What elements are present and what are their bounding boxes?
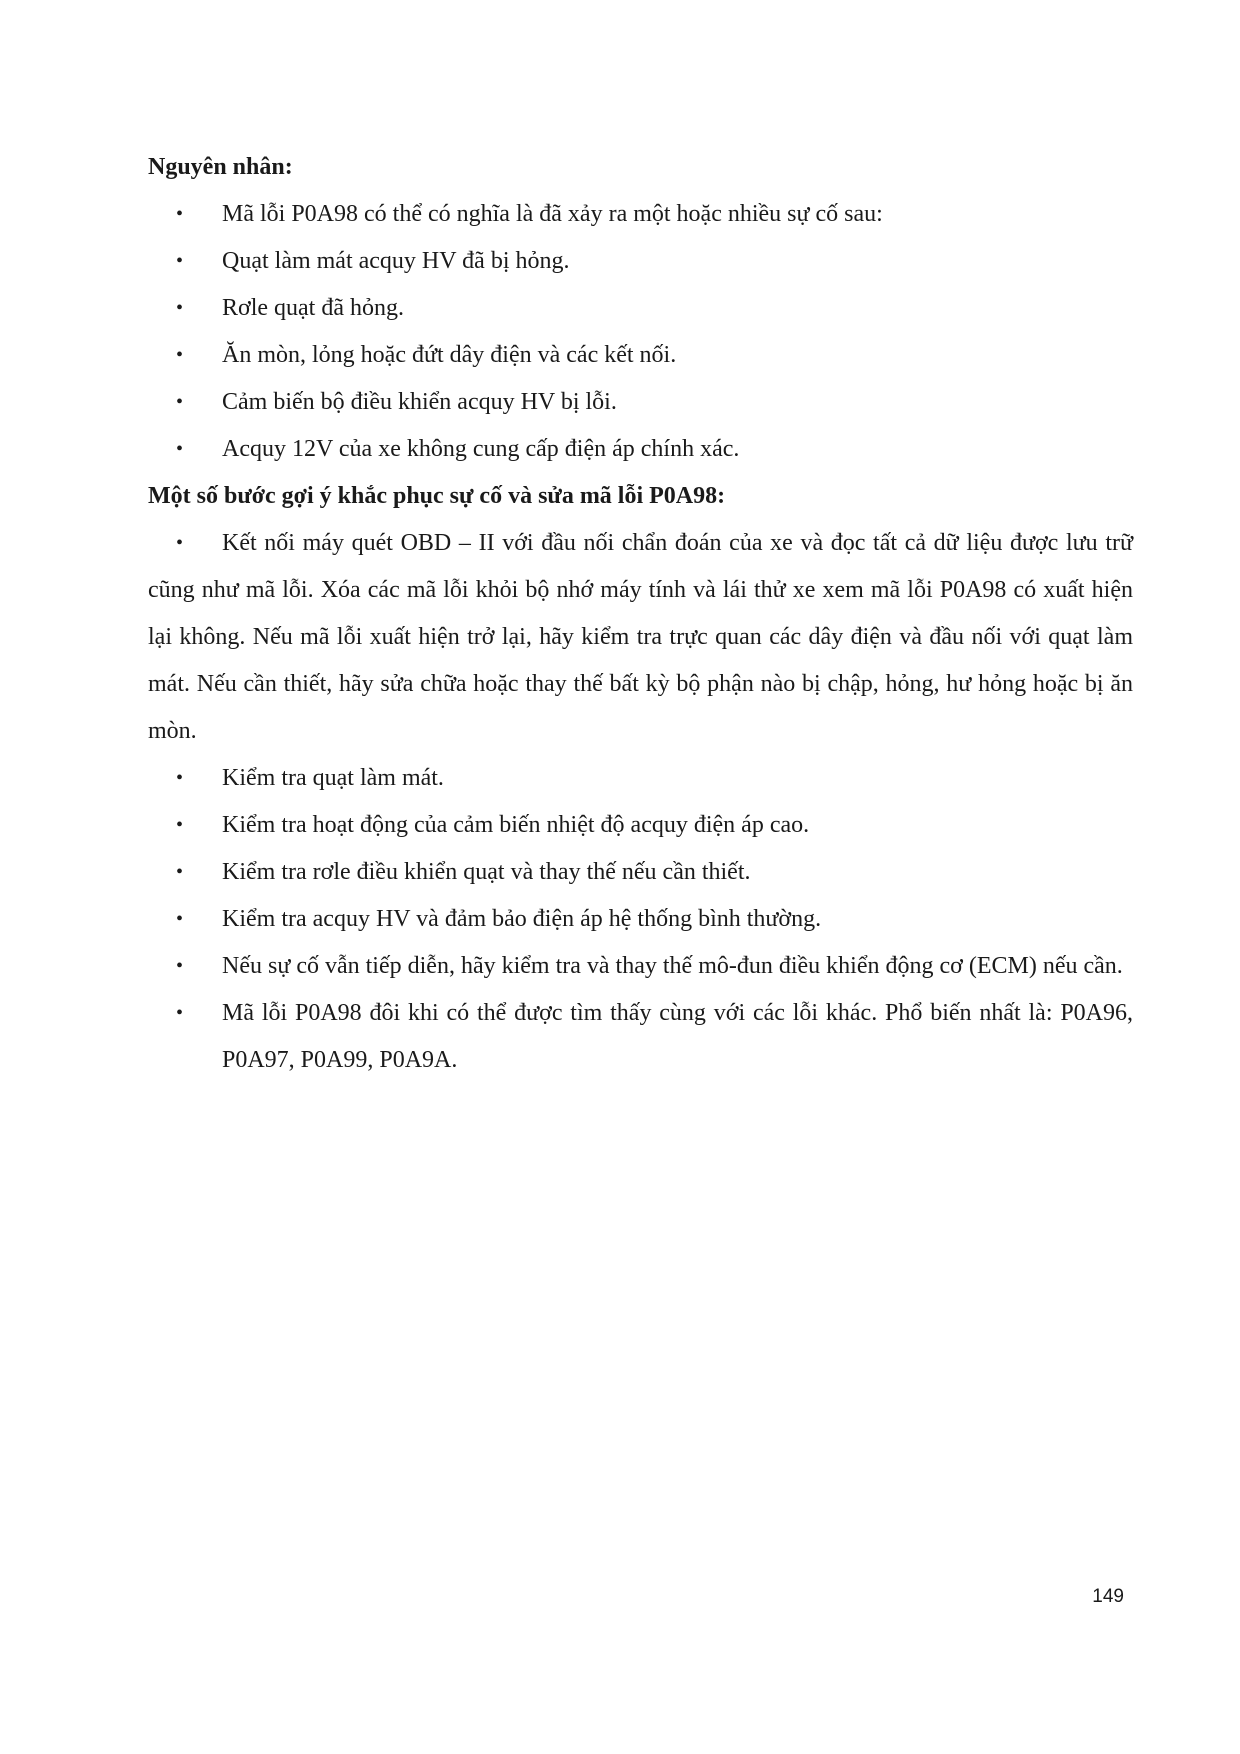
bullet-icon: • (176, 767, 184, 789)
list-item: • Kiểm tra rơle điều khiển quạt và thay thế nếu cần thiết. (148, 849, 1133, 896)
list-item: • Cảm biến bộ điều khiển acquy HV bị lỗi. (148, 379, 1133, 426)
bullet-icon: • (176, 908, 184, 930)
bullet-icon: • (176, 532, 184, 554)
bullet-icon: • (176, 391, 184, 413)
steps-list (148, 520, 1133, 1084)
steps-heading: Một số bước gợi ý khắc phục sự cố và sửa mã lỗi P0A98: (148, 483, 726, 509)
bullet-icon: • (176, 344, 184, 366)
list-item: • Quạt làm mát acquy HV đã bị hỏng. (148, 238, 1133, 285)
bullet-icon: • (176, 250, 184, 272)
list-item: • Kiểm tra hoạt động của cảm biến nhiệt độ acquy điện áp cao. (148, 802, 1133, 849)
list-item: • Nếu sự cố vẫn tiếp diễn, hãy kiểm tra và thay thế mô-đun điều khiển động cơ (ECM) nếu cần. (148, 943, 1133, 990)
page-number: 149 (1092, 1586, 1124, 1607)
bullet-icon: • (176, 1002, 184, 1024)
causes-list (148, 191, 1133, 473)
list-item: • Kết nối máy quét OBD – II với đầu nối chẩn đoán của xe và đọc tất cả dữ liệu được lưu trữ cũng như mã lỗi. Xóa các mã lỗi khỏi bộ nhớ máy tính và lái thử xe xem mã lỗi P0A98 có xuất hiện lại không. Nếu mã lỗi xuất hiện trở lại, hãy kiểm tra trực quan các dây điện và đầu nối với quạt làm mát. Nếu cần thiết, hãy sửa chữa hoặc thay thế bất kỳ bộ phận nào bị chập, hỏng, hư hỏng hoặc bị ăn mòn. (148, 520, 1133, 755)
list-item: • Mã lỗi P0A98 đôi khi có thể được tìm thấy cùng với các lỗi khác. Phổ biến nhất là: P0A96, P0A97, P0A99, P0A9A. (148, 990, 1133, 1084)
list-item: • Kiểm tra acquy HV và đảm bảo điện áp hệ thống bình thường. (148, 896, 1133, 943)
bullet-icon: • (176, 814, 184, 836)
list-item: • Ăn mòn, lỏng hoặc đứt dây điện và các kết nối. (148, 332, 1133, 379)
bullet-icon: • (176, 438, 184, 460)
page-content (148, 144, 1133, 1084)
list-item: • Kiểm tra quạt làm mát. (148, 755, 1133, 802)
causes-heading: Nguyên nhân: (148, 154, 293, 180)
bullet-icon: • (176, 955, 184, 977)
bullet-icon: • (176, 861, 184, 883)
list-item: • Rơle quạt đã hỏng. (148, 285, 1133, 332)
list-item: • Mã lỗi P0A98 có thể có nghĩa là đã xảy ra một hoặc nhiều sự cố sau: (148, 191, 1133, 238)
list-item: • Acquy 12V của xe không cung cấp điện áp chính xác. (148, 426, 1133, 473)
bullet-icon: • (176, 297, 184, 319)
bullet-icon: • (176, 203, 184, 225)
